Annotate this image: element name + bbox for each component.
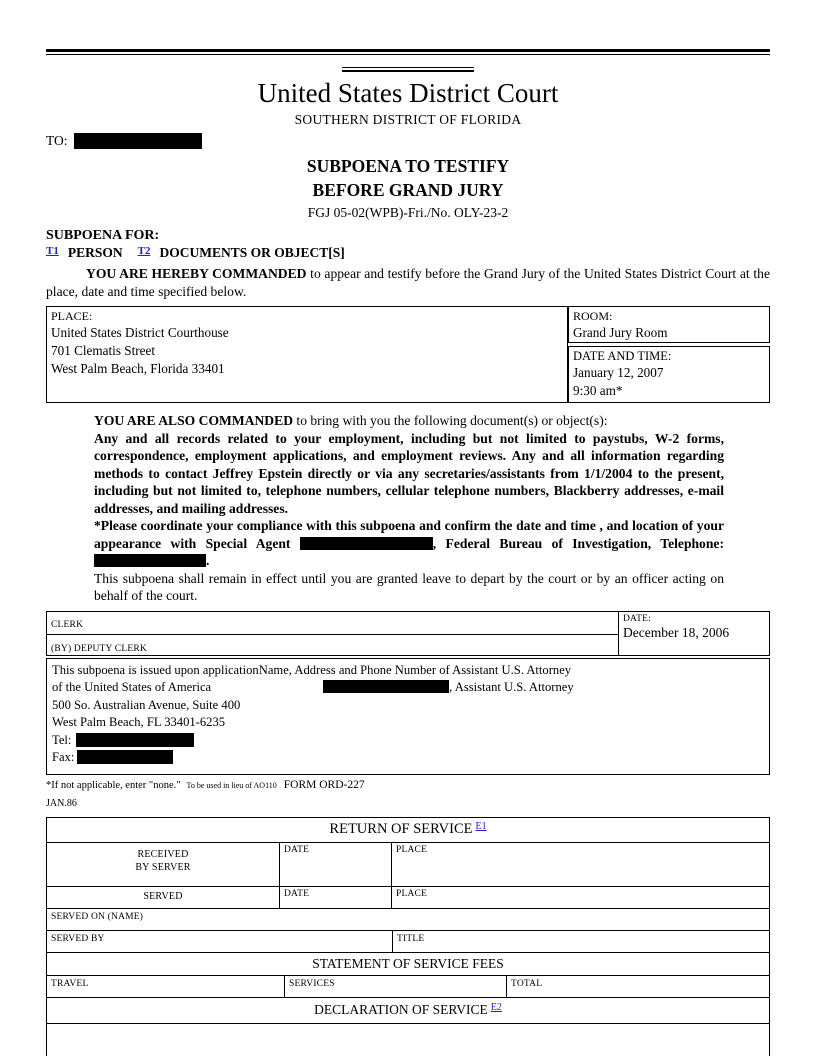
deputy-clerk-label: (BY) DEPUTY CLERK bbox=[51, 643, 147, 654]
also-commanded-bold: YOU ARE ALSO COMMANDED bbox=[94, 413, 294, 428]
redaction-ausa-name bbox=[323, 680, 449, 693]
footnote-link-e1[interactable]: E1 bbox=[475, 820, 487, 832]
also-commanded-rest: to bring with you the following document(s) or object(s): bbox=[293, 413, 608, 428]
place-line-2: 701 Clematis Street bbox=[51, 343, 156, 358]
clerk-left-column bbox=[46, 611, 619, 656]
redaction-fax-number bbox=[77, 750, 173, 764]
also-commanded-paragraph bbox=[94, 412, 724, 430]
of-united-states-text: of the United States of America bbox=[52, 680, 212, 694]
travel-cell: TRAVEL bbox=[51, 978, 89, 989]
center-rule-segment bbox=[342, 67, 474, 72]
redaction-special-agent-name bbox=[300, 537, 433, 550]
footnote-link-t2[interactable]: T2 bbox=[137, 245, 151, 257]
place-table-right-column bbox=[568, 306, 770, 403]
to-line bbox=[46, 133, 770, 150]
date-time-cell bbox=[568, 346, 770, 403]
type-person-label: PERSON bbox=[67, 245, 123, 260]
ausa-suffix-text: , Assistant U.S. Attorney bbox=[449, 680, 574, 694]
footnote-link-t1[interactable]: T1 bbox=[46, 245, 59, 257]
also-commanded-section bbox=[94, 412, 724, 605]
top-rule bbox=[46, 49, 770, 55]
served-date-cell: DATE bbox=[279, 887, 391, 908]
declaration-of-service-header bbox=[47, 997, 769, 1023]
coordinate-text-mid: , Federal Bureau of Investigation, Telephone: bbox=[432, 535, 724, 551]
in-lieu-note: To be used in lieu of AO110 bbox=[186, 780, 277, 790]
served-by-row bbox=[47, 930, 769, 952]
room-label: ROOM: bbox=[573, 309, 613, 323]
return-of-service-table bbox=[46, 817, 770, 1056]
fax-label: Fax: bbox=[52, 750, 75, 764]
redaction-telephone-number bbox=[94, 554, 206, 567]
place-line-1: United States District Courthouse bbox=[51, 325, 229, 340]
attorney-fax-line bbox=[52, 749, 764, 767]
return-of-service-title: RETURN OF SERVICE bbox=[329, 820, 473, 837]
case-number: FGJ 05-02(WPB)-Fri./No. OLY-23-2 bbox=[307, 205, 509, 220]
served-on-name-row: SERVED ON (NAME) bbox=[47, 908, 769, 930]
remain-in-effect-paragraph: This subpoena shall remain in effect until you are granted leave to depart by the court or by an officer acting on behalf of the court. bbox=[94, 570, 724, 603]
place-line-3: West Palm Beach, Florida 33401 bbox=[51, 361, 225, 376]
hereby-commanded-rest: to appear and testify before the Grand Jury of the United States District Court at the place, date and time specified below. bbox=[46, 266, 770, 299]
clerk-signature-table bbox=[46, 611, 770, 656]
attorney-name-header: Name, Address and Phone Number of Assistant U.S. Attorney bbox=[258, 662, 572, 677]
declaration-of-service-title: DECLARATION OF SERVICE bbox=[314, 1001, 488, 1017]
received-date-cell: DATE bbox=[279, 843, 391, 886]
attorney-address-line-1: 500 So. Australian Avenue, Suite 400 bbox=[52, 697, 241, 712]
date-value: December 18, 2006 bbox=[623, 624, 730, 640]
coordinate-paragraph bbox=[94, 517, 724, 570]
received-row bbox=[47, 842, 769, 886]
to-label: TO: bbox=[46, 133, 68, 148]
date-time-value-time: 9:30 am* bbox=[573, 383, 623, 398]
fees-row bbox=[47, 975, 769, 997]
room-value: Grand Jury Room bbox=[573, 325, 668, 340]
attorney-tel-line bbox=[52, 732, 764, 750]
served-place-cell: PLACE bbox=[391, 887, 769, 908]
place-label: PLACE: bbox=[51, 309, 93, 323]
issued-upon-application-text: This subpoena is issued upon application bbox=[52, 662, 259, 677]
not-applicable-note: *If not applicable, enter "none." bbox=[46, 779, 181, 791]
attorney-box-line-2 bbox=[52, 679, 764, 697]
date-cell bbox=[619, 611, 770, 656]
court-title: United States District Court bbox=[257, 78, 559, 108]
subpoena-type-line bbox=[46, 245, 770, 261]
room-cell bbox=[568, 306, 770, 343]
services-cell: SERVICES bbox=[284, 976, 506, 997]
type-documents-label: DOCUMENTS OR OBJECT[S] bbox=[159, 245, 345, 260]
document-title bbox=[46, 154, 770, 202]
served-row bbox=[47, 886, 769, 908]
coordinate-text-pre: *Please coordinate your compliance with this subpoena and confirm the date and time , and location of your appearance with Special Agent bbox=[94, 518, 724, 551]
title-cell: TITLE bbox=[392, 931, 769, 952]
place-table bbox=[46, 306, 770, 403]
footnote-line bbox=[46, 779, 770, 791]
form-number: FORM ORD-227 bbox=[283, 778, 365, 791]
hereby-commanded-bold: YOU ARE HEREBY COMMANDED bbox=[86, 266, 307, 281]
statement-of-service-fees-header: STATEMENT OF SERVICE FEES bbox=[47, 952, 769, 975]
clerk-label: CLERK bbox=[51, 619, 84, 630]
coordinate-text-end: . bbox=[206, 553, 210, 568]
clerk-cell bbox=[46, 611, 619, 635]
served-label: SERVED bbox=[143, 890, 183, 902]
deputy-clerk-cell bbox=[46, 635, 619, 656]
total-cell: TOTAL bbox=[506, 976, 769, 997]
document-title-line1: SUBPOENA TO TESTIFY bbox=[306, 156, 510, 176]
declaration-empty-area bbox=[47, 1023, 769, 1056]
served-cell bbox=[47, 887, 279, 908]
document-title-line2: BEFORE GRAND JURY bbox=[312, 180, 504, 200]
date-label: DATE: bbox=[623, 613, 651, 624]
date-time-value-date: January 12, 2007 bbox=[573, 365, 664, 380]
hereby-commanded-paragraph bbox=[46, 265, 770, 301]
attorney-box-line-1 bbox=[52, 662, 764, 680]
attorney-box bbox=[46, 658, 770, 775]
received-by-server-cell bbox=[47, 843, 279, 886]
footnote-link-e2[interactable]: E2 bbox=[490, 1001, 502, 1013]
attorney-address-line-2: West Palm Beach, FL 33401-6235 bbox=[52, 715, 226, 729]
jan-86-note: JAN.86 bbox=[46, 797, 77, 809]
subpoena-for-label: SUBPOENA FOR: bbox=[46, 228, 160, 243]
place-cell bbox=[46, 306, 568, 403]
tel-label: Tel: bbox=[52, 732, 72, 747]
by-server-label: BY SERVER bbox=[135, 861, 191, 873]
received-label: RECEIVED bbox=[137, 848, 189, 860]
redaction-recipient-name bbox=[74, 133, 202, 149]
redaction-tel-number bbox=[76, 733, 194, 747]
return-of-service-header bbox=[47, 818, 769, 842]
received-place-cell: PLACE bbox=[391, 843, 769, 886]
records-paragraph: Any and all records related to your employment, including but not limited to paystubs, W-2 forms, correspondence, employment applications, and employment reviews. Any and all information regarding methods to contact Jeffrey Epstein directly or via any secretaries/assistants from 1/1/2004 to the present, including but not limited to, telephone numbers, cellular telephone numbers, Blackberry addresses, e-mail addresses, and mailing addresses. bbox=[94, 430, 724, 516]
served-by-cell: SERVED BY bbox=[51, 933, 105, 944]
district-subtitle: SOUTHERN DISTRICT OF FLORIDA bbox=[294, 112, 522, 127]
date-time-label: DATE AND TIME: bbox=[573, 349, 672, 363]
